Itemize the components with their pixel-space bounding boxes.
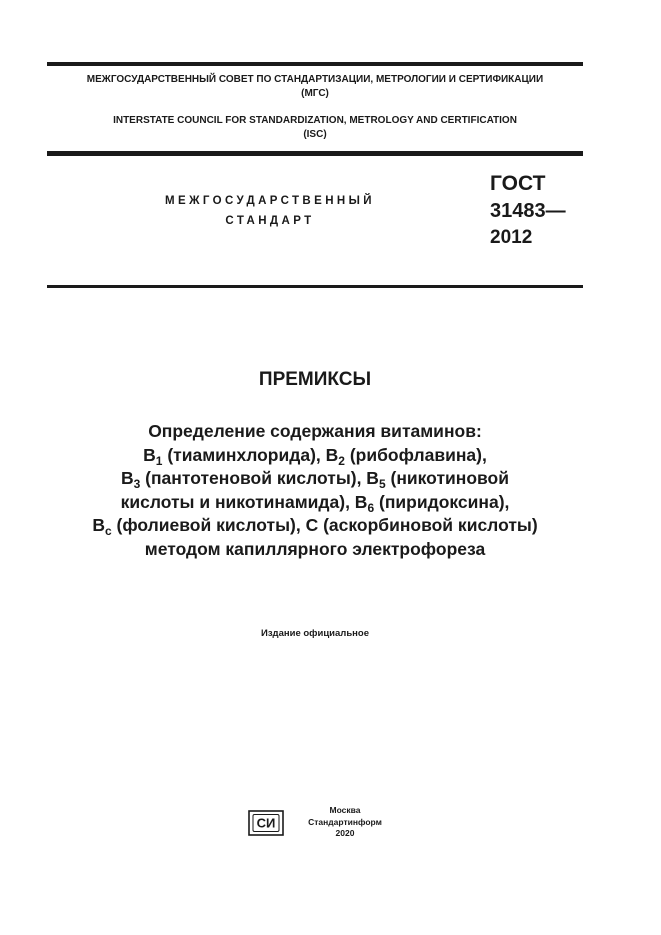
- standartinform-logo-icon: [248, 810, 284, 836]
- subtitle-text: B: [92, 515, 105, 535]
- subtitle-line: [30, 491, 600, 515]
- subtitle-text: (фолиевой кислоты), C (аскорбиновой кислоты): [111, 515, 538, 535]
- subtitle-subscript: 2: [338, 453, 345, 468]
- edition-label: Издание официальное: [261, 628, 369, 639]
- standard-type: [120, 191, 420, 231]
- subtitle-text: методом капиллярного электрофореза: [144, 538, 486, 559]
- subtitle-text: (никотиновой: [385, 468, 510, 488]
- logo-text: СИ: [256, 815, 276, 831]
- subtitle-subscript: 6: [367, 500, 375, 515]
- gost-year: 2012: [490, 227, 533, 248]
- council-ru-line1: МЕЖГОСУДАРСТВЕННЫЙ СОВЕТ ПО СТАНДАРТИЗАЦИИ, МЕТРОЛОГИИ И СЕРТИФИКАЦИИ: [86, 74, 544, 85]
- subtitle-line: [30, 444, 600, 468]
- council-en-line1: INTERSTATE COUNCIL FOR STANDARDIZATION, METROLOGY AND CERTIFICATION: [113, 115, 517, 126]
- gost-designation: [490, 170, 566, 250]
- subtitle-subscript: 5: [378, 477, 386, 491]
- subtitle-subscript: 1: [155, 453, 163, 468]
- subtitle-text: (рибофлавина),: [344, 444, 487, 465]
- subtitle-text: (пиридоксина),: [374, 491, 510, 512]
- publisher-year: 2020: [335, 828, 355, 838]
- subtitle-text: (тиаминхлорида), B: [162, 444, 339, 465]
- subtitle-subscript: c: [104, 524, 112, 538]
- council-en-abbr: (ISC): [303, 129, 327, 140]
- subtitle-line: [30, 467, 600, 491]
- subtitle-subscript: 3: [133, 477, 141, 491]
- subtitle-text: Определение содержания витаминов:: [148, 421, 482, 441]
- standard-type-line1: МЕЖГОСУДАРСТВЕННЫЙ: [165, 195, 375, 207]
- subtitle-text: B: [143, 444, 156, 465]
- top-rule: [47, 62, 583, 66]
- publisher-city: Москва: [329, 805, 361, 815]
- separator-rule: [47, 285, 583, 288]
- subtitle-text: B: [120, 468, 134, 488]
- publisher-name: Стандартинформ: [308, 816, 382, 827]
- council-name-ru: [47, 73, 583, 101]
- subtitle-line: [30, 538, 600, 562]
- document-title: ПРЕМИКСЫ: [258, 369, 372, 390]
- subtitle-line: [30, 514, 600, 538]
- council-ru-abbr: (МГС): [301, 88, 329, 99]
- standard-type-line2: СТАНДАРТ: [225, 215, 315, 227]
- subtitle-line: [30, 420, 600, 444]
- publisher-info: [300, 805, 390, 840]
- gost-prefix: ГОСТ: [490, 172, 546, 195]
- council-name-en: [47, 114, 583, 142]
- gost-number: 31483—: [490, 200, 566, 222]
- document-subtitle: [30, 420, 600, 561]
- subtitle-text: (пантотеновой кислоты), B: [140, 468, 379, 488]
- subtitle-text: кислоты и никотинамида), B: [120, 491, 368, 512]
- header-rule: [47, 151, 583, 156]
